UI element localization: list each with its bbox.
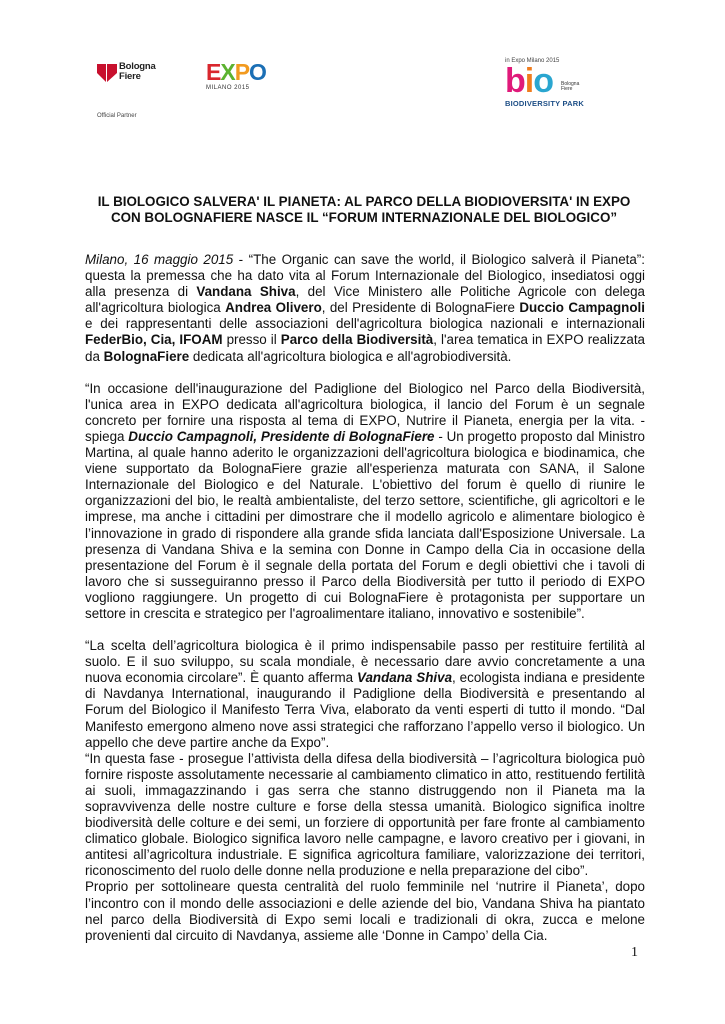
- bio-letter-o: o: [533, 62, 554, 100]
- p1-parco: Parco della Biodiversità: [280, 332, 434, 348]
- p3-text-2: , ecologista indiana e presidente di Navdanya International, inaugurando il Padiglione della Biodiversità e presentando al Forum del Biologico il Manifesto Terra Viva, elaborato da venti esperti di tutto il mondo. “Dal Manifesto emergono almeno nove assi strategici che rafforzano l’appello verso il biologico. Un appello che deve partire anche da Expo”.: [85, 670, 645, 750]
- p1-name-olivero: Andrea Olivero: [225, 300, 322, 316]
- title-line-2: CON BOLOGNAFIERE NASCE IL “FORUM INTERNAZIONALE DEL BIOLOGICO”: [110, 210, 618, 225]
- p2-text-1: “In occasione dell'inaugurazione del Padiglione del Biologico nel Parco della Biodiversità, l'unica area in EXPO dedicata all'agricoltura biologica, il lancio del Forum è un segnale concreto per fornire una risposta al tema di EXPO, Nutrire il Pianeta, energia per la vita. - spiega: [85, 380, 645, 444]
- page-number: 1: [631, 945, 638, 960]
- paragraph-4: “In questa fase - prosegue l’attivista della difesa della biodiversità – l’agricoltura biologica può fornire risposte assolutamente necessarie al cambiamento climatico in atto, restituendo fertilità ai suoli, immagazzinando i gas serra che stanno distruggendo non il Pianeta ma la sopravvivenza delle nostre culture e forse della stessa umanità. Biologico significa inoltre biodiversità delle colture e dei semi, un forziere di opportunità per fare fronte al cambiamento climatico globale. Biologico significa lavoro nelle campagne, e lavoro creativo per i giovani, in antitesi all’agricoltura industriale. E significa agricoltura familiare, valorizzazione dei territori, riconoscimento del ruolo delle donne nella produzione e nella preparazione del cibo”.: [85, 750, 645, 879]
- p2-text-2: - Un progetto proposto dal Ministro Martina, al quale hanno aderito le organizzazioni dell'agricoltura biologica e biodinamica, che viene supportato da BolognaFiere grazie all'esperienza maturata con SANA, il Salone Internazionale del Biologico e del Naturale. L'obiettivo del forum è quello di riunire le organizzazioni del bio, le realtà ambientaliste, del terzo settore, scientifiche, gli agricoltori e le imprese, ma anche i cittadini per dimostrare che il modello agricolo e alimentare biologico è l’innovazione in grado di rispondere alla grande sfida lanciata dall'Esposizione Universale. La presenza di Vandana Shiva e la semina con Donne in Campo della Cia in occasione della presentazione del Forum è il segnale della portata del Forum e degli obiettivi che i tavoli di lavoro che si susseguiranno presso il Parco della Biodiversità per tutto il periodo di EXPO vogliono raggiungere. Un progetto di cui BolognaFiere è protagonista per supportare un settore in crescita e strategico per l'agroalimentare italiano, innovativo e sostenibile”.: [85, 428, 645, 621]
- expo-letter-e: E: [206, 59, 221, 85]
- p1-text-7: dedicata all'agricoltura biologica e all'agrobiodiversità.: [189, 348, 512, 364]
- expo-subtitle: MILANO 2015: [206, 85, 250, 91]
- bio-bf-line1: Bologna: [561, 81, 580, 87]
- expo-letter-x: X: [220, 59, 235, 85]
- bio-bf-line2: Fiere: [561, 86, 573, 92]
- p1-text-1: - “The Organic can save the world, il Biologico salverà il Pianeta”: questa la premessa che ha dato vita al Forum Internazionale del Biologico, insediatosi oggi alla presenza di: [85, 252, 645, 300]
- article-body: [85, 252, 645, 944]
- official-partner-label: Official Partner: [97, 113, 137, 119]
- paragraph-1: [85, 252, 645, 365]
- paragraph-5: Proprio per sottolineare questa centralità del ruolo femminile nel ‘nutrire il Pianeta’, dopo l’incontro con il mondo delle associazioni e delle aziende del bio, Vandana Shiva ha piantato nel parco della Biodiversità di Expo semi locali e tradizionali di okra, zucca e melone provenienti dal circuito di Navdanya, assieme alle ‘Donne in Campo’ della Cia.: [85, 879, 645, 943]
- p1-text-6: , l'area tematica in EXPO realizzata da: [85, 332, 645, 364]
- bio-letter-i: i: [524, 62, 534, 100]
- paragraph-2: [85, 381, 645, 622]
- p1-text-4: e dei rappresentanti delle associazioni dell'agricoltura biologica nazionali e internazionali: [85, 316, 645, 332]
- expo-letter-p: P: [234, 59, 250, 85]
- bolognafiere-logo: [97, 62, 179, 84]
- bio-top-label: in Expo Milano 2015: [505, 58, 560, 64]
- p1-bolognafiere: BolognaFiere: [103, 348, 190, 364]
- bolognafiere-line2: Fiere: [119, 71, 141, 82]
- bio-letter-b: b: [505, 62, 525, 100]
- p1-name-campagnoli: Duccio Campagnoli: [519, 300, 645, 316]
- biodiversity-park-label: BIODIVERSITY PARK: [505, 99, 584, 108]
- title-line-1: IL BIOLOGICO SALVERA' IL PIANETA: AL PARCO DELLA BIODIOVERSITA' IN EXPO: [97, 194, 631, 209]
- bolognafiere-mark-icon: [97, 64, 117, 82]
- p1-text-3: , del Presidente di BolognaFiere: [321, 300, 520, 316]
- p3-text-1: “La scelta dell’agricoltura biologica è il primo indispensabile passo per restituire fertilità al suolo. E il suo sviluppo, su scala mondiale, è necessario dare avvio concretamente a una nuova economia circolare”. È quanto afferma: [85, 638, 645, 686]
- p2-speaker: Duccio Campagnoli, Presidente di BolognaFiere: [128, 428, 435, 444]
- p3-name-shiva: Vandana Shiva: [357, 670, 453, 686]
- bolognafiere-line1: Bologna: [119, 61, 156, 72]
- p1-orgs: FederBio, Cia, IFOAM: [85, 332, 223, 348]
- p1-name-shiva: Vandana Shiva: [196, 284, 296, 300]
- expo-letter-o: O: [249, 59, 266, 85]
- press-release-title: [85, 194, 643, 226]
- p1-text-5: presso il: [222, 332, 281, 348]
- expo-logo: [206, 61, 286, 97]
- p1-text-2: , del Vice Ministero alle Politiche Agricole con delega all'agricoltura biologica: [85, 284, 645, 316]
- dateline: Milano, 16 maggio 2015: [85, 252, 234, 267]
- paragraph-3: [85, 638, 645, 751]
